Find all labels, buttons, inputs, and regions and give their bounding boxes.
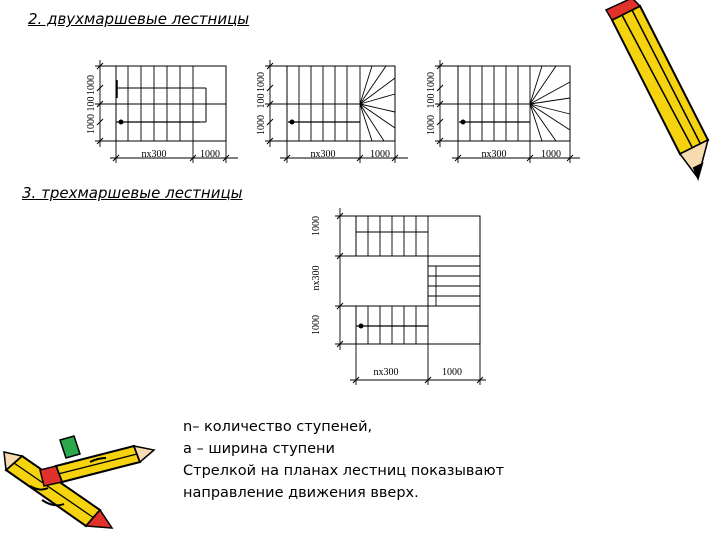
dim-label-landing-3f: 1000 (442, 367, 462, 378)
dim-label-landing-3: 1000 (541, 149, 561, 160)
legend-notes (183, 416, 504, 504)
dim-label-100-2: 100 (256, 93, 267, 109)
dim-label-100-1: 100 (86, 96, 97, 112)
dim-label-1000-top-2: 1000 (256, 72, 267, 92)
dim-label-100-3: 100 (426, 93, 437, 109)
dim-label-1000-bottom-3: 1000 (426, 115, 437, 135)
legend-line-arrow: Стрелкой на планах лестниц показывают (183, 463, 505, 479)
heading-three-flight-stairs: 3. трехмаршевые лестницы (22, 184, 243, 202)
legend-line-n: n– количество ступеней, (183, 419, 373, 435)
dimension-lines-2 (265, 60, 408, 163)
dim-label-1000-top-3f: 1000 (311, 216, 322, 236)
three-flight-diagram (356, 216, 480, 344)
dimension-lines-three-flight (335, 208, 486, 385)
dim-label-run-3f: nx300 (373, 367, 399, 378)
dim-label-1000-bottom-3f: 1000 (311, 315, 322, 335)
two-flight-diagram-2 (287, 66, 395, 141)
dim-label-run-3: nx300 (481, 149, 507, 160)
dimension-labels-three-flight (311, 216, 462, 378)
legend-line-a: a – ширина ступени (183, 441, 335, 457)
dimension-labels-top (86, 72, 561, 160)
dim-label-landing-1: 1000 (200, 149, 220, 160)
legend-line-direction: направление движения вверх. (183, 485, 419, 501)
heading-two-flight-stairs: 2. двухмаршевые лестницы (28, 10, 250, 28)
two-flight-diagram-1 (116, 66, 226, 141)
dim-label-run-2: nx300 (310, 149, 336, 160)
dim-label-run-1: nx300 (141, 149, 167, 160)
pencil-icon-right (606, 0, 708, 178)
dim-label-1000-top-1: 1000 (86, 75, 97, 95)
dim-label-landing-2: 1000 (370, 149, 390, 160)
dim-label-1000-bottom-1: 1000 (86, 114, 97, 134)
pencil-icon-bottom-left-2 (40, 436, 154, 486)
two-flight-diagram-3 (458, 66, 570, 141)
dim-label-1000-bottom-2: 1000 (256, 115, 267, 135)
dim-label-1000-top-3: 1000 (426, 72, 437, 92)
dim-label-side-run-3f: nx300 (311, 265, 322, 291)
